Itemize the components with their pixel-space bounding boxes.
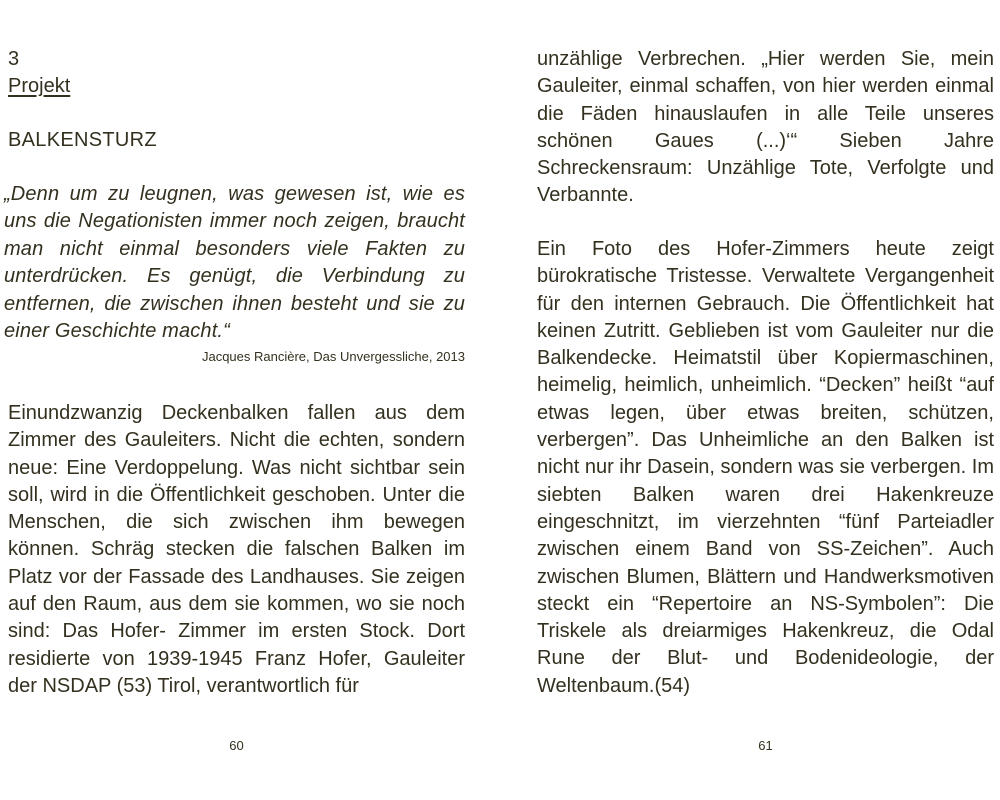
quote-citation: Jacques Rancière, Das Unvergessliche, 2013 [201,349,465,364]
body-paragraph: Einundzwanzig Deckenbalken fallen aus dem Zimmer des Gauleiters. Nicht die echten, sondern neue: Eine Verdoppelung. Was nicht sichtbar sein soll, wird in die Öffentlichkeit geschoben. Unter die Menschen, die sich zwischen ihm bewegen können. Schräg stecken die falschen Balken im Platz vor der Fassade des Landhauses. Sie zeigen auf den Raum, aus dem sie kommen, wo sie noch sind: Das Hofer- Zimmer im ersten Stock. Dort residierte von 1939-1945 Franz Hofer, Gauleiter der NSDAP (53) Tirol, verantwortlich für [8,402,465,697]
epigraph-quote: „Denn um zu leugnen, was gewesen ist, wie es uns die Negationisten immer noch zeigen, braucht man nicht einmal besonders viele Fakten zu unterdrücken. Es genügt, die Verbindung zu entfernen, die zwischen ihnen besteht und sie zu einer Geschichte macht.“ [4,183,465,343]
page-number: 60 [229,738,244,753]
body-paragraph-1: unzählige Verbrechen. „Hier werden Sie, mein Gauleiter, einmal schaffen, von hier werden einmal die Fäden hinauslaufen in alle Teile unseres schönen Gaues (...)‘“ Sieben Jahre Schreckensraum: Unzählige Tote, Verfolgte und Verbannte. [537,48,994,207]
left-page [4,0,465,800]
chapter-number: 3 [8,48,20,70]
page-number: 61 [758,738,773,753]
body-paragraph-2: Ein Foto des Hofer-Zimmers heute zeigt bürokratische Tristesse. Verwaltete Vergangenheit für den internen Gebrauch. Die Öffentlichkeit hat keinen Zutritt. Geblieben ist vom Gauleiter nur die Balkendecke. Heimatstil über Kopiermaschinen, heimelig, heimlich, unheimlich. “Decken” heißt “auf etwas legen, über etwas breiten, schützen, verbergen”. Das Unheimliche an den Balken ist nicht nur ihr Dasein, sondern was sie verbergen. Im siebten Balken waren drei Hakenkreuze eingeschnitzt, im vierzehnten “fünf Parteiadler zwischen einem Band von SS-Zeichen”. Auch zwischen Blumen, Blättern und Handwerksmotiven steckt ein “Repertoire an NS-Symbolen”: Die Triskele als dreiarmiges Hakenkreuz, die Odal Rune der Blut- und Bodenideologie, der Weltenbaum.(54) [537,238,994,697]
chapter-title: Projekt [8,75,71,97]
right-page [537,0,994,800]
section-heading: BALKENSTURZ [8,129,157,151]
